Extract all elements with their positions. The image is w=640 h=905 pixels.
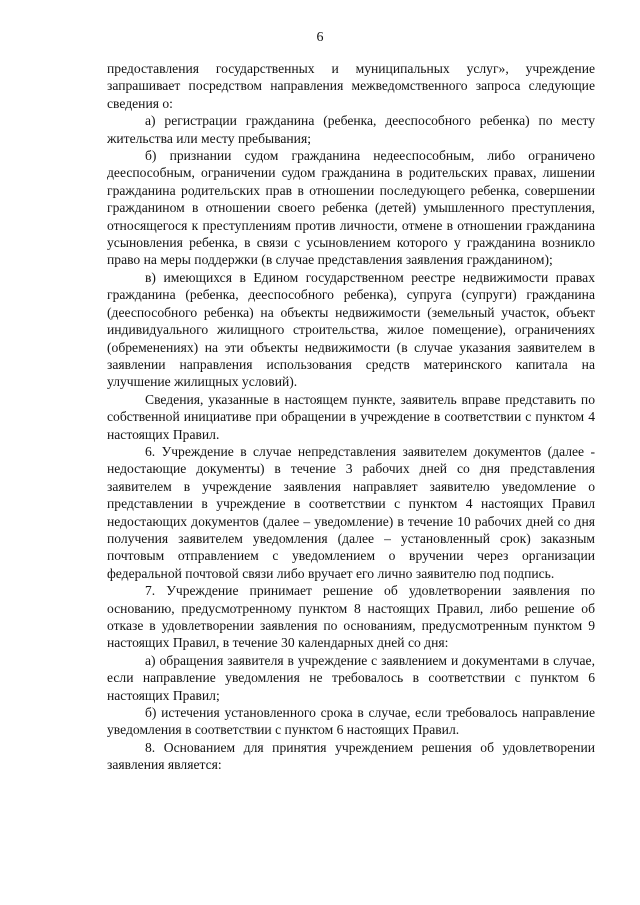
body-text	[107, 60, 595, 774]
paragraph-clause-7-item-b: б) истечения установленного срока в случае, если требовалось направление уведомления в соответствии с пунктом 6 настоящих Правил.	[107, 705, 595, 738]
paragraph-clause-8: 8. Основанием для принятия учреждением решения об удовлетворении заявления является:	[107, 739, 595, 773]
paragraph-continuation: предоставления государственных и муниципальных услуг», учреждение запрашивает посредством направления межведомственного запроса следующие сведения о:	[107, 61, 595, 111]
paragraph-clause-7: 7. Учреждение принимает решение об удовлетворении заявления по основанию, предусмотренному пунктом 8 настоящих Правил, либо решение об отказе в удовлетворении заявления по основаниям, предусмотренным пунктом 9 настоящих Правил, в течение 30 календарных дней со дня:	[107, 583, 595, 651]
paragraph-item-b-incapacity: б) признании судом гражданина недееспособным, либо ограничено дееспособным, ограничении судом гражданина в родительских правах, лишении гражданина родительских прав в отношении последующего ребенка, совершении гражданином в отношении своего ребенка (детей) умышленного преступления, относящегося к преступлениям против личности, отмене в отношении гражданина усыновления ребенка, в связи с усыновлением которого у гражданина возникло право на меры поддержки (в случае представления заявления гражданином);	[107, 148, 595, 268]
paragraph-clause-7-item-a: а) обращения заявителя в учреждение с заявлением и документами в случае, если направление уведомления не требовалось в соответствии с пунктом 6 настоящих Правил;	[107, 652, 595, 703]
paragraph-clause-6: 6. Учреждение в случае непредставления заявителем документов (далее - недостающие документы) в течение 3 рабочих дней со дня представления заявителем в учреждение заявления направляет заявителю уведомление о представлении в учреждение в соответствии с пунктом 4 настоящих Правил недостающих документов (далее – уведомление) в течение 10 рабочих дней со дня получения заявителем уведомления (далее – установленный срок) заказным почтовым отправлением с уведомлением о вручении через организации федеральной почтовой связи либо вручает его лично заявителю под подпись.	[107, 443, 595, 581]
paragraph-item-v-real-estate: в) имеющихся в Едином государственном реестре недвижимости правах гражданина (ребенка, дееспособного ребенка), супруга (супруги) гражданина (дееспособного ребенка) на объекты недвижимости (земельный участок, объект индивидуального жилищного строительства, жилое помещение), ограничениях (обременениях) на эти объекты недвижимости (в случае указания заявителем в заявлении направления использования средств материнского капитала на улучшение жилищных условий).	[107, 269, 595, 390]
page-number: 6	[316, 30, 324, 45]
paragraph-item-a-registration: а) регистрации гражданина (ребенка, дееспособного ребенка) по месту жительства или месту пребывания;	[107, 113, 595, 146]
paragraph-own-initiative: Сведения, указанные в настоящем пункте, заявитель вправе представить по собственной инициативе при обращении в учреждение в соответствии с пунктом 4 настоящих Правил.	[107, 391, 595, 442]
